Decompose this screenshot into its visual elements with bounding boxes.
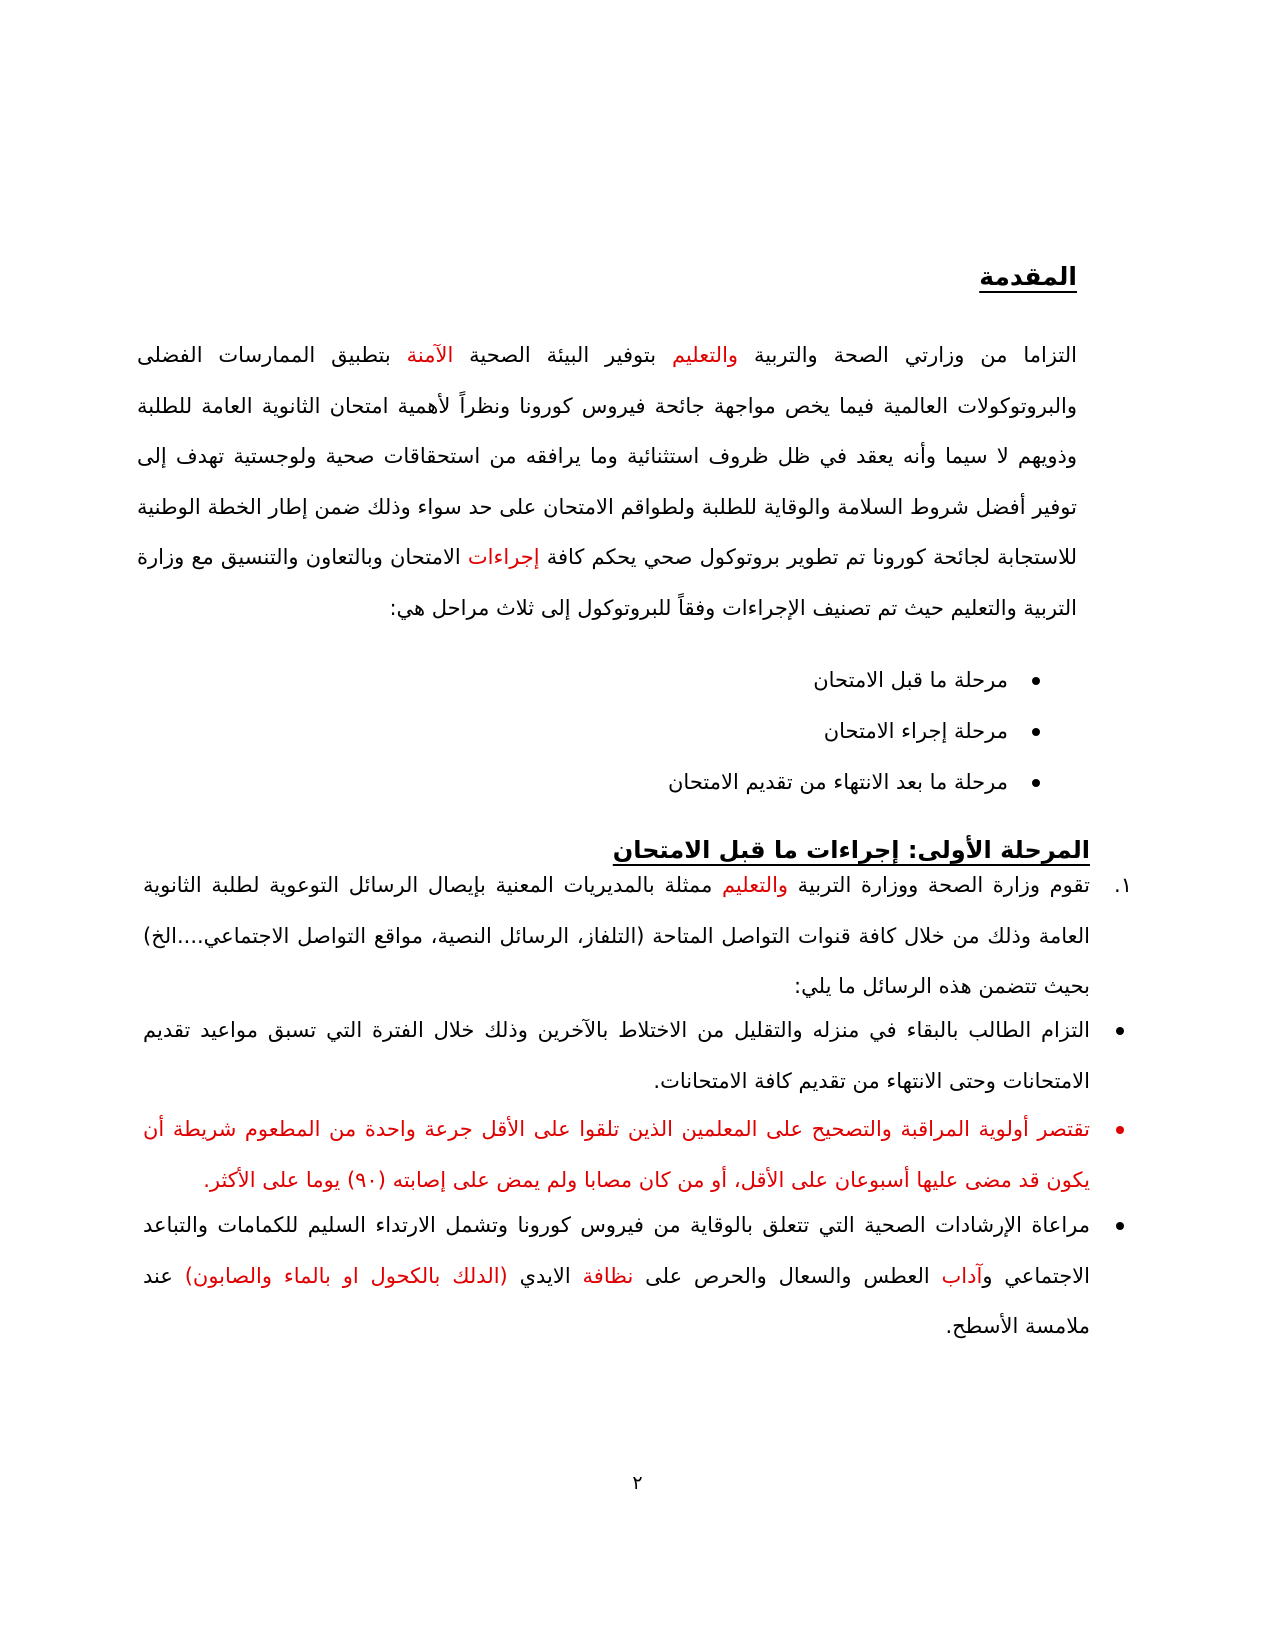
intro-text-2: بتوفير البيئة الصحية	[453, 343, 672, 367]
bullet-dot	[1116, 1222, 1124, 1230]
item-number: ١.	[1114, 873, 1132, 897]
intro-text-1: التزاما من وزارتي الصحة والتربية	[738, 343, 1078, 367]
bullet-dot	[1116, 1126, 1124, 1134]
bullet3-highlight-cleanliness: نظافة	[582, 1263, 634, 1288]
numbered-item-1	[143, 860, 1132, 1012]
intro-highlight-education: والتعليم	[671, 343, 739, 367]
phase-item-during: مرحلة إجراء الامتحان	[668, 706, 1040, 757]
phase-item-before: مرحلة ما قبل الامتحان	[668, 655, 1040, 706]
intro-highlight-safe: الآمنة	[406, 343, 454, 367]
phase-item-after: مرحلة ما بعد الانتهاء من تقديم الامتحان	[668, 757, 1040, 808]
intro-paragraph	[137, 330, 1077, 633]
intro-text-4: الامتحان وبالتعاون والتنسيق مع وزارة التربية والتعليم حيث تم تصنيف الإجراءات وفقاً للبروتوكول إلى ثلاث مراحل هي:	[137, 545, 1077, 620]
bullet2-text: تقتصر أولوية المراقبة والتصحيح على المعلمين الذين تلقوا على الأقل جرعة واحدة من المطعوم شريطة أن يكون قد مضى عليها أسبوعان على الأقل، أو من كان مصابا ولم يمض على إصابته (٩٠) يوما على الأكثر.	[143, 1117, 1090, 1192]
item1-text-2: ممثلة بالمديريات المعنية بإيصال الرسائل التوعوية لطلبة الثانوية العامة وذلك من خلال كافة قنوات التواصل المتاحة (التلفاز، الرسائل النصية، مواقع التواصل الاجتماعي....الخ) بحيث تتضمن هذه الرسائل ما يلي:	[143, 873, 1090, 998]
bullet3-text-3: الايدي	[507, 1263, 583, 1288]
bullet3-text-4: عند ملامسة الأسطح.	[143, 1263, 1090, 1338]
item1-highlight-education: والتعليم	[721, 873, 789, 897]
intro-text-3: بتطبيق الممارسات الفضلى والبروتوكولات العالمية فيما يخص مواجهة جائحة فيروس كورونا ونظراً لأهمية امتحان الثانوية العامة للطلبة وذويهم لا سيما وأنه يعقد في ظل ظروف استثنائية وما يرافقه من استحقاقات صحية ولوجستية تهدف إلى توفير أفضل شروط السلامة والوقاية للطلبة ولطواقم الامتحان على حد سواء وذلك ضمن إطار الخطة الوطنية للاستجابة لجائحة كورونا تم تطوير بروتوكول صحي يحكم كافة	[137, 343, 1078, 569]
bullet3-highlight-rubbing: (الدلك بالكحول او بالماء والصابون)	[184, 1263, 508, 1288]
phase1-heading: المرحلة الأولى: إجراءات ما قبل الامتحان	[612, 836, 1090, 864]
bullet-vaccination	[143, 1104, 1090, 1205]
page-number: ٢	[632, 1472, 643, 1494]
bullet1-text: التزام الطالب بالبقاء في منزله والتقليل من الاختلاط بالآخرين وذلك خلال الفترة التي تسبق مواعيد تقديم الامتحانات وحتى الانتهاء من تقديم كافة الامتحانات.	[143, 1018, 1090, 1093]
phases-list	[668, 655, 1040, 808]
intro-highlight-procedures: إجراءات	[467, 545, 540, 569]
bullet3-highlight-manners: آداب	[941, 1263, 983, 1288]
bullet3-text-1: مراعاة الإرشادات الصحية التي تتعلق بالوقاية من فيروس كورونا وتشمل الارتداء السليم للكمامات والتباعد الاجتماعي و	[143, 1213, 1090, 1288]
bullet-dot	[1116, 1027, 1124, 1035]
item1-text-1: تقوم وزارة الصحة ووزارة التربية	[788, 873, 1090, 897]
bullet-stay-home	[143, 1005, 1090, 1106]
bullet3-text-2: العطس والسعال والحرص على	[633, 1263, 942, 1288]
intro-heading: المقدمة	[979, 262, 1077, 291]
bullet-hygiene	[143, 1200, 1090, 1352]
